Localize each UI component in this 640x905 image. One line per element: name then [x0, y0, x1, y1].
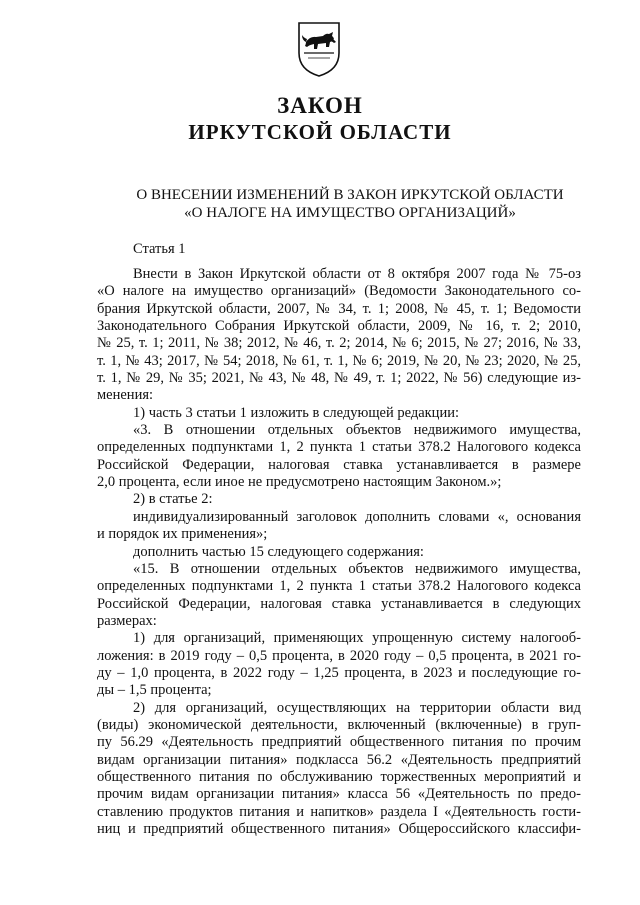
body-line: № 25, т. 1; 2011, № 38; 2012, № 46, т. 2; 2014, № 6; 2015, № 27; 2016, № 33, — [97, 335, 581, 352]
body-line: 2) для организаций, осуществляющих на территории области вид — [133, 699, 581, 716]
body-line: прочим видам организации питания» класса 56 «Деятельность по предо- — [97, 786, 581, 803]
body-line: размерах: — [97, 612, 157, 629]
body-line: и порядок их применения»; — [97, 526, 268, 543]
article-body — [97, 266, 581, 838]
body-line: ложения: в 2019 году – 0,5 процента, в 2020 году – 0,5 процента, в 2021 го- — [97, 647, 581, 664]
body-line: т. 1, № 43; 2017, № 54; 2018, № 61, т. 1, № 6; 2019, № 20, № 23; 2020, № 25, — [97, 352, 581, 369]
body-line: Законодательного Собрания Иркутской области, 2009, № 16, т. 2; 2010, — [97, 318, 581, 335]
body-line: «15. В отношении отдельных объектов недвижимого имущества, — [133, 560, 581, 577]
body-line: ниц и предприятий общественного питания» Общероссийского классифи- — [97, 821, 581, 837]
article-label: Статья 1 — [133, 241, 186, 257]
body-line: ды – 1,5 процента; — [97, 682, 212, 699]
body-line: Российской Федерации, налоговая ставка устанавливается в размере — [97, 456, 581, 473]
body-line: определенных подпунктами 1, 2 пункта 1 статьи 378.2 Налогового кодекса — [97, 439, 581, 456]
law-heading — [120, 186, 580, 222]
body-line: менения: — [97, 387, 154, 404]
coat-of-arms-icon — [296, 20, 342, 78]
body-line: (виды) экономической деятельности, включенный (включенные) в груп- — [97, 716, 581, 733]
law-heading-line: О ВНЕСЕНИИ ИЗМЕНЕНИЙ В ЗАКОН ИРКУТСКОЙ ОБЛАСТИ — [136, 187, 564, 203]
body-line: «О налоге на имущество организаций» (Ведомости Законодательного со- — [97, 283, 581, 300]
body-line: ставлению продуктов питания и напитков» раздела I «Деятельность гости- — [97, 803, 581, 820]
body-line: брания Иркутской области, 2007, № 34, т. 1; 2008, № 45, т. 1; Ведомости — [97, 300, 581, 317]
body-line: общественного питания по обслуживанию торжественных мероприятий и — [97, 768, 581, 785]
body-line: т. 1, № 29, № 35; 2021, № 43, № 48, № 49, т. 1; 2022, № 56) следующие из- — [97, 370, 581, 387]
body-line: 1) для организаций, применяющих упрощенную систему налогооб- — [133, 630, 581, 647]
body-line: видам организации питания» подкласса 56.2 «Деятельность предприятий — [97, 751, 581, 768]
body-line: 2,0 процента, если иное не предусмотрено настоящим Законом.»; — [97, 474, 502, 491]
body-line: Российской Федерации, налоговая ставка устанавливается в следующих — [97, 595, 581, 612]
law-heading-line: «О НАЛОГЕ НА ИМУЩЕСТВО ОРГАНИЗАЦИЙ» — [184, 205, 516, 221]
document-type-title: ЗАКОН — [277, 93, 363, 118]
body-line: определенных подпунктами 1, 2 пункта 1 статьи 378.2 Налогового кодекса — [97, 578, 581, 595]
body-line: «3. В отношении отдельных объектов недвижимого имущества, — [133, 422, 581, 439]
body-line: 1) часть 3 статьи 1 изложить в следующей редакции: — [133, 404, 459, 421]
body-line: Внести в Закон Иркутской области от 8 октября 2007 года № 75-оз — [133, 266, 581, 282]
body-line: пу 56.29 «Деятельность предприятий общественного питания по прочим — [97, 734, 581, 751]
body-line: ду – 1,0 процента, в 2022 году – 1,25 процента, в 2023 и последующие го- — [97, 664, 581, 681]
region-title: ИРКУТСКОЙ ОБЛАСТИ — [188, 120, 452, 144]
body-line: индивидуализированный заголовок дополнить словами «, основания — [133, 508, 581, 525]
body-line: 2) в статье 2: — [133, 491, 213, 508]
body-line: дополнить частью 15 следующего содержания: — [133, 543, 424, 560]
